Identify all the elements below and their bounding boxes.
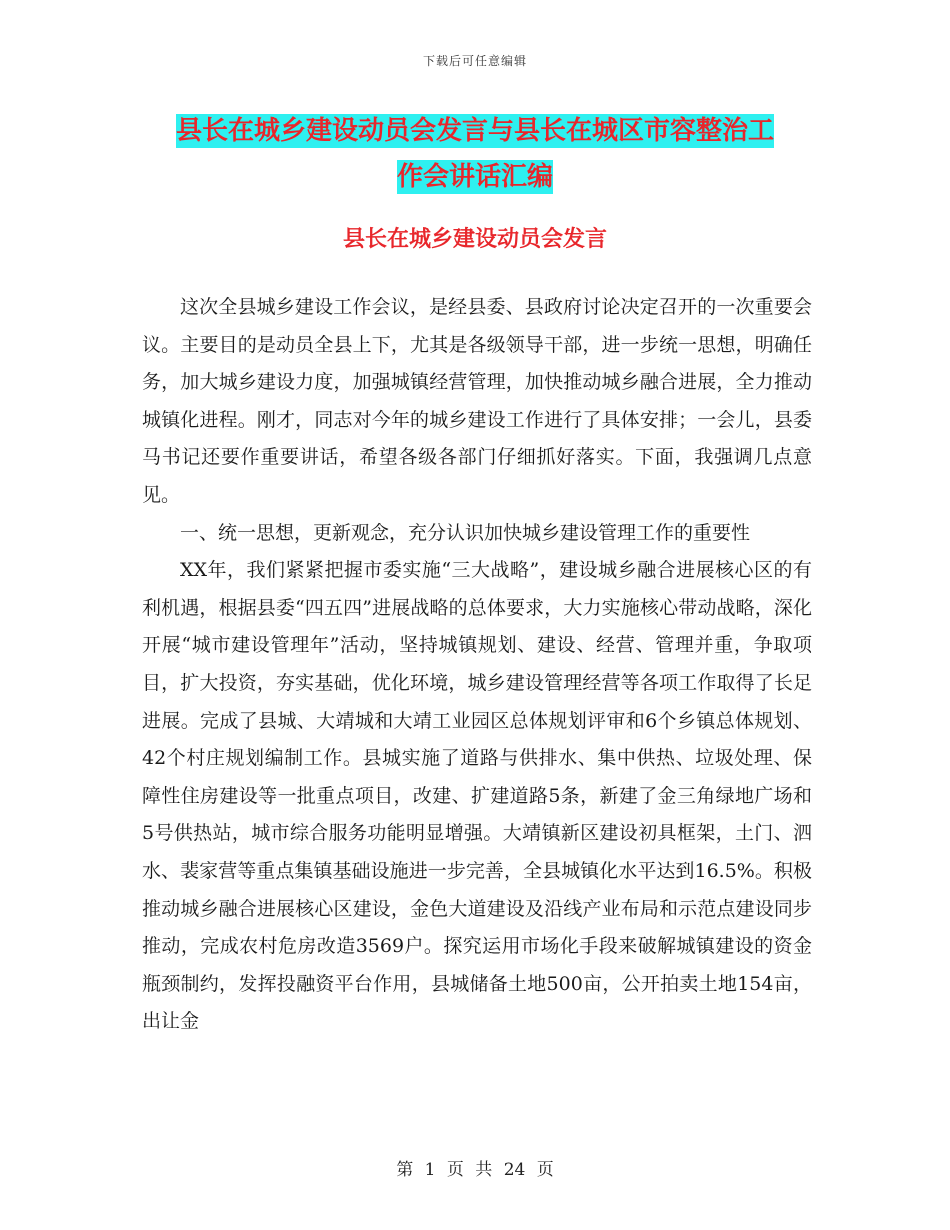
title-line-2: 作会讲话汇编 — [396, 162, 553, 192]
paragraph: XX年，我们紧紧把握市委实施“三大战略”，建设城乡融合进展核心区的有利机遇，根据县委“四五四”进展战略的总体要求，大力实施核心带动战略，深化开展“城市建设管理年”活动，坚持城镇规划、建设、经营、管理并重，争取项目，扩大投资，夯实基础，优化环境，城乡建设管理经营等各项工作取得了长足进展。完成了县城、大靖城和大靖工业园区总体规划评审和6个乡镇总体规划、42个村庄规划编制工作。县城实施了道路与供排水、集中供热、垃圾处理、保障性住房建设等一批重点项目，改建、扩建道路5条，新建了金三角绿地广场和5号供热站，城市综合服务功能明显增强。大靖镇新区建设初具框架，土门、泗水、裴家营等重点集镇基础设施进一步完善，全县城镇化水平达到16.5%。积极推动城乡融合进展核心区建设，金色大道建设及沿线产业布局和示范点建设同步推动，完成农村危房改造3569户。探究运用市场化手段来破解城镇建设的资金瓶颈制约，发挥投融资平台作用，县城储备土地500亩，公开拍卖土地154亩，出让金 — [142, 559, 812, 1033]
header-note: 下载后可任意编辑 — [422, 54, 527, 68]
document-title — [110, 108, 840, 200]
page-total: 24 — [503, 1160, 526, 1180]
document-body — [142, 289, 812, 1041]
paragraph-heading: 一、统一思想，更新观念，充分认识加快城乡建设管理工作的重要性 — [180, 521, 751, 544]
page-current: 1 — [424, 1160, 436, 1180]
section-title: 县长在城乡建设动员会发言 — [342, 226, 607, 252]
page-prefix: 第 — [396, 1160, 414, 1180]
paragraph: 这次全县城乡建设工作会议，是经县委、县政府讨论决定召开的一次重要会议。主要目的是动员全县上下，尤其是各级领导干部，进一步统一思想，明确任务，加大城乡建设力度，加强城镇经营管理，加快推动城乡融合进展，全力推动城镇化进程。刚才，同志对今年的城乡建设工作进行了具体安排；一会儿，县委马书记还要作重要讲话，希望各级各部门仔细抓好落实。下面，我强调几点意见。 — [142, 296, 812, 506]
title-line-1: 县长在城乡建设动员会发言与县长在城区市容整治工 — [175, 116, 774, 146]
page-total-label: 共 — [475, 1160, 493, 1180]
page-number — [0, 1155, 950, 1180]
page-suffix: 页 — [536, 1160, 554, 1180]
page-middle: 页 — [446, 1160, 464, 1180]
